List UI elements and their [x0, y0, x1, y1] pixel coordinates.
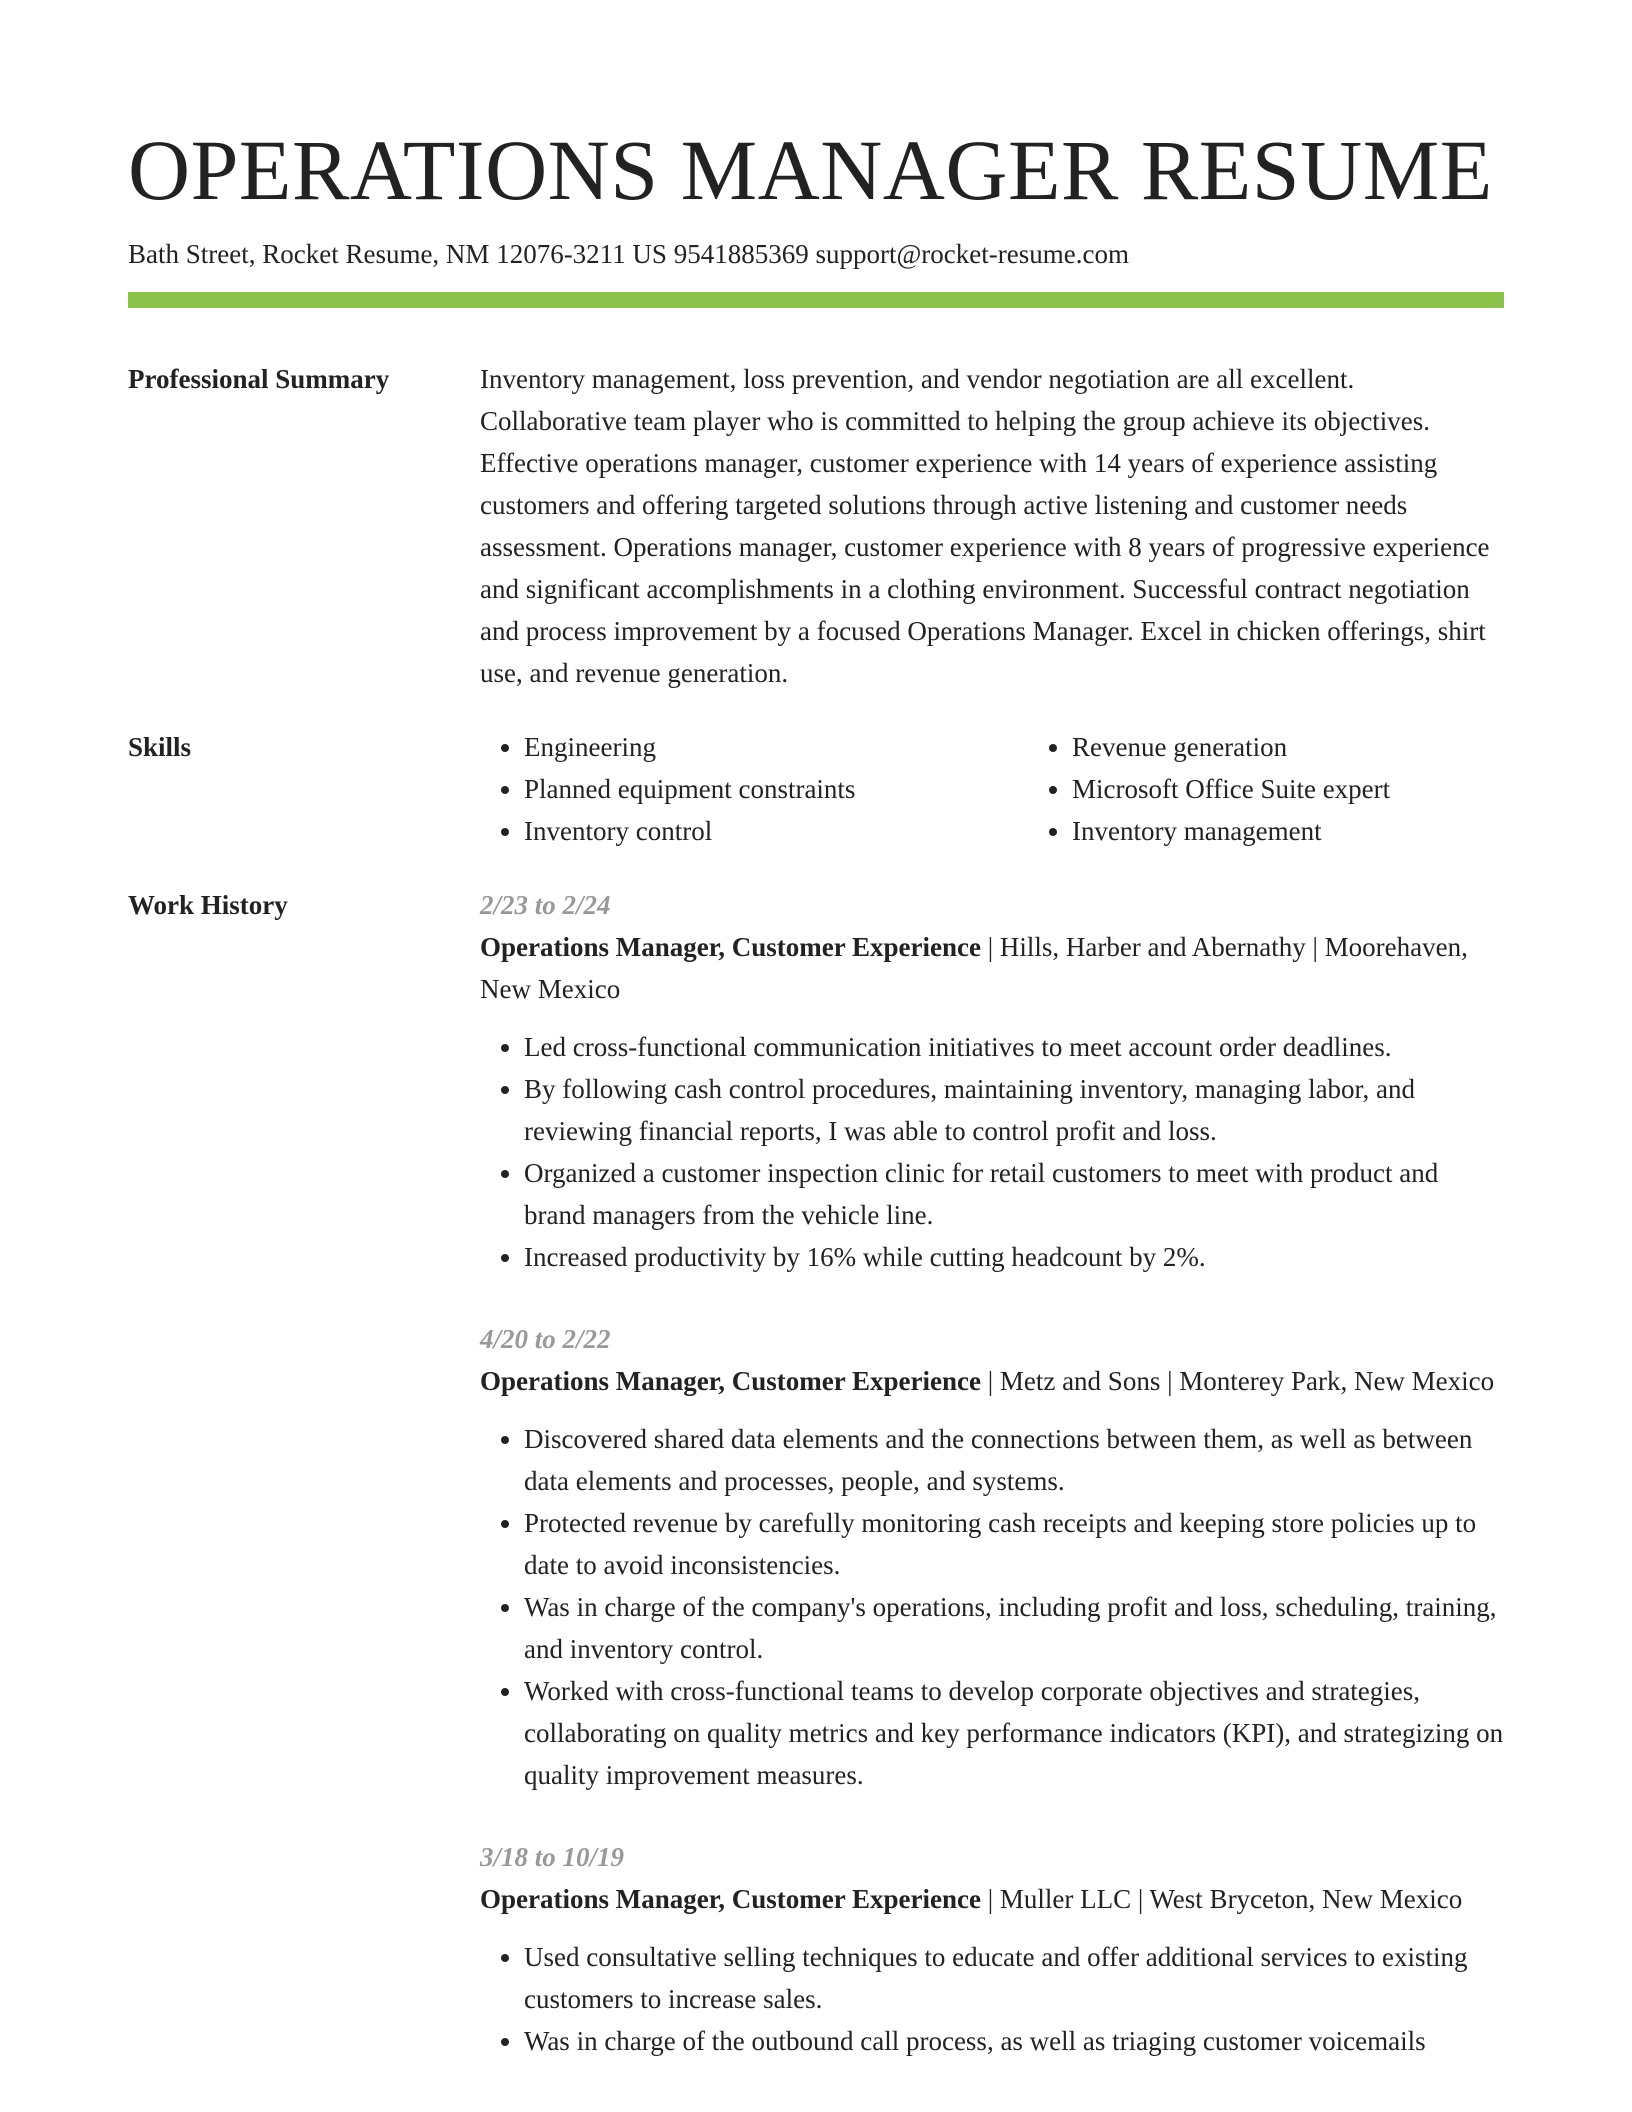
skills-section	[128, 726, 1504, 852]
job-date: 4/20 to 2/22	[480, 1324, 611, 1354]
job-bullet: • Was in charge of the company's operations, including profit and loss, scheduling, training, and inventory control.	[524, 1586, 1504, 1670]
work-history-section	[128, 884, 1504, 2080]
job-details: | Muller LLC | West Bryceton, New Mexico	[980, 1884, 1463, 1914]
job-details: | Metz and Sons | Monterey Park, New Mexico	[980, 1366, 1495, 1396]
job-entry	[480, 1836, 1504, 2062]
job-date: 2/23 to 2/24	[480, 890, 611, 920]
resume-title: OPERATIONS MANAGER RESUME	[128, 122, 1493, 218]
job-bullets	[480, 1936, 1504, 2062]
job-heading	[480, 1360, 1504, 1402]
job-bullet: • Led cross-functional communication initiatives to meet account order deadlines.	[524, 1026, 1504, 1068]
job-bullet: • Organized a customer inspection clinic for retail customers to meet with product and brand managers from the vehicle line.	[524, 1152, 1504, 1236]
professional-summary-section	[128, 358, 1504, 694]
contact-line: Bath Street, Rocket Resume, NM 12076-3211 US 9541885369 support@rocket-resume.com	[128, 239, 1129, 269]
skill-item: • Inventory control	[524, 810, 1028, 852]
resume-page	[128, 118, 1504, 2080]
skill-item: • Revenue generation	[1072, 726, 1576, 768]
skill-item: • Engineering	[524, 726, 1028, 768]
skills-list-left	[480, 726, 1028, 852]
skill-item: • Microsoft Office Suite expert	[1072, 768, 1576, 810]
job-bullet: • Increased productivity by 16% while cutting headcount by 2%.	[524, 1236, 1504, 1278]
header-divider	[128, 292, 1504, 308]
job-entry	[480, 1318, 1504, 1796]
job-details: | Hills, Harber and Abernathy | Moorehaven, New Mexico	[480, 932, 1468, 1004]
job-bullet: • Discovered shared data elements and the connections between them, as well as between data elements and processes, people, and systems.	[524, 1418, 1504, 1502]
job-bullet: • By following cash control procedures, maintaining inventory, managing labor, and reviewing financial reports, I was able to control profit and loss.	[524, 1068, 1504, 1152]
skills-list-right	[1028, 726, 1576, 852]
summary-text: Inventory management, loss prevention, and vendor negotiation are all excellent. Collaborative team player who is committed to helping the group achieve its objectives. Effective operations manager, customer experience with 14 years of experience assisting customers and offering targeted solutions through active listening and customer needs assessment. Operations manager, customer experience with 8 years of progressive experience and significant accomplishments in a clothing environment. Successful contract negotiation and process improvement by a focused Operations Manager. Excel in chicken offerings, shirt use, and revenue generation.	[480, 364, 1490, 688]
job-bullet: • Used consultative selling techniques to educate and offer additional services to existing customers to increase sales.	[524, 1936, 1504, 2020]
job-bullets	[480, 1418, 1504, 1796]
job-title: Operations Manager, Customer Experience	[480, 1884, 981, 1914]
job-bullet: • Was in charge of the outbound call process, as well as triaging customer voicemails	[524, 2020, 1504, 2062]
job-bullets	[480, 1026, 1504, 1278]
job-heading	[480, 1878, 1504, 1920]
skill-item: • Inventory management	[1072, 810, 1576, 852]
section-label-professional-summary: Professional Summary	[128, 364, 390, 394]
job-bullet: • Worked with cross-functional teams to develop corporate objectives and strategies, collaborating on quality metrics and key performance indicators (KPI), and strategizing on quality improvement measures.	[524, 1670, 1504, 1796]
job-entry	[480, 884, 1504, 1278]
skill-item: • Planned equipment constraints	[524, 768, 1028, 810]
job-bullet: • Protected revenue by carefully monitoring cash receipts and keeping store policies up to date to avoid inconsistencies.	[524, 1502, 1504, 1586]
job-date: 3/18 to 10/19	[480, 1842, 625, 1872]
section-label-skills: Skills	[128, 732, 192, 762]
skills-grid	[480, 726, 1576, 852]
job-title: Operations Manager, Customer Experience	[480, 1366, 981, 1396]
job-heading	[480, 926, 1504, 1010]
work-history-body	[480, 884, 1504, 2080]
job-title: Operations Manager, Customer Experience	[480, 932, 981, 962]
section-label-work-history: Work History	[128, 890, 288, 920]
